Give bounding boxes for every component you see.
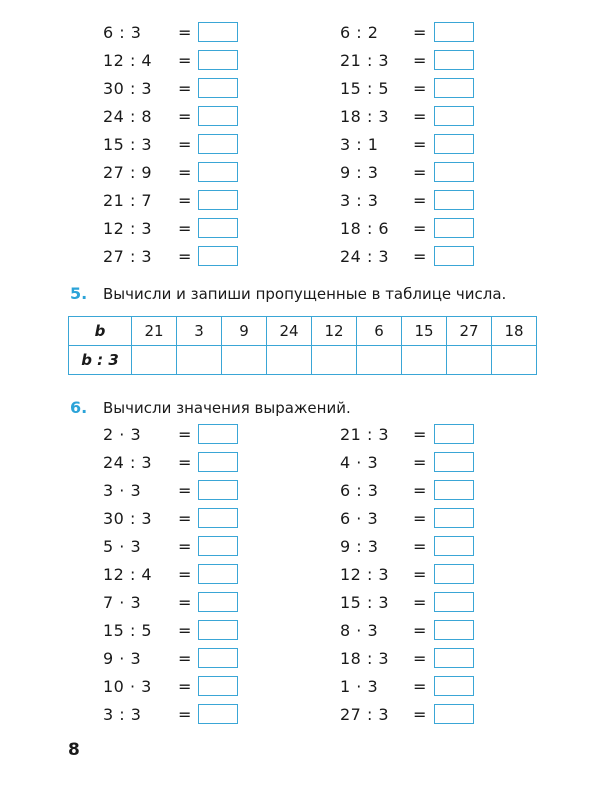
expression: 27 : 9 [103,163,153,182]
task-5-number: 5. [70,284,88,303]
equals-sign: = [178,107,192,126]
expression-row [0,77,600,101]
table-cell: 15 [402,317,447,346]
equals-sign: = [178,705,192,724]
table-cell: 9 [222,317,267,346]
expression-row [0,563,600,587]
answer-cell[interactable] [312,346,357,375]
equals-sign: = [413,23,427,42]
expression: 2 · 3 [103,425,142,444]
table-cell: 12 [312,317,357,346]
expression: 3 : 3 [340,191,379,210]
equals-sign: = [178,677,192,696]
expression: 12 : 4 [103,565,153,584]
equals-sign: = [413,509,427,528]
expression: 9 : 3 [340,163,379,182]
answer-cell[interactable] [492,346,537,375]
equals-sign: = [413,191,427,210]
expression-row [0,619,600,643]
expression: 3 : 3 [103,705,142,724]
equals-sign: = [413,135,427,154]
equals-sign: = [413,677,427,696]
equals-sign: = [413,247,427,266]
equals-sign: = [178,163,192,182]
answer-cell[interactable] [267,346,312,375]
expression: 30 : 3 [103,79,153,98]
equals-sign: = [413,621,427,640]
equals-sign: = [178,219,192,238]
expression: 8 · 3 [340,621,379,640]
expression-row [0,245,600,269]
expression: 10 · 3 [103,677,152,696]
equals-sign: = [413,79,427,98]
expression-row [0,703,600,727]
answer-box[interactable] [434,218,474,238]
expression-row [0,189,600,213]
equals-sign: = [413,163,427,182]
expression: 9 : 3 [340,537,379,556]
expression: 12 : 3 [103,219,153,238]
table-cell: 18 [492,317,537,346]
equals-sign: = [413,425,427,444]
answer-box[interactable] [434,676,474,696]
equals-sign: = [178,247,192,266]
table-cell: 24 [267,317,312,346]
expression: 18 : 6 [340,219,390,238]
expression: 27 : 3 [340,705,390,724]
task-5-instruction: Вычисли и запиши пропущенные в таблице числа. [103,285,507,303]
expression: 30 : 3 [103,509,153,528]
answer-box[interactable] [434,190,474,210]
expression: 24 : 3 [103,453,153,472]
expression-row [0,217,600,241]
answer-box[interactable] [434,648,474,668]
expression: 18 : 3 [340,649,390,668]
answer-box[interactable] [434,22,474,42]
expression-row [0,535,600,559]
expression: 27 : 3 [103,247,153,266]
table-cell: 6 [357,317,402,346]
answer-cell[interactable] [447,346,492,375]
expression: 3 · 3 [103,481,142,500]
values-table [68,316,537,375]
expression-row [0,423,600,447]
expression: 15 : 3 [340,593,390,612]
answer-box[interactable] [434,620,474,640]
equals-sign: = [413,705,427,724]
expression-row [0,105,600,129]
equals-sign: = [413,593,427,612]
answer-box[interactable] [434,480,474,500]
expression: 18 : 3 [340,107,390,126]
expression: 21 : 3 [340,425,390,444]
expression-row [0,675,600,699]
expression-row [0,161,600,185]
expression-row [0,21,600,45]
answer-box[interactable] [434,50,474,70]
answer-box[interactable] [434,592,474,612]
equals-sign: = [178,537,192,556]
equals-sign: = [413,107,427,126]
task-6-number: 6. [70,398,88,417]
expression-row [0,49,600,73]
answer-box[interactable] [434,162,474,182]
answer-box[interactable] [434,106,474,126]
table-cell: 21 [132,317,177,346]
expression: 15 : 5 [103,621,153,640]
task-6-instruction: Вычисли значения выражений. [103,399,351,417]
expression: 6 · 3 [340,509,379,528]
equals-sign: = [413,537,427,556]
table-header-b: b [69,317,132,346]
expression: 7 · 3 [103,593,142,612]
equals-sign: = [413,51,427,70]
expression: 1 · 3 [340,677,379,696]
answer-box[interactable] [434,424,474,444]
equals-sign: = [178,425,192,444]
equals-sign: = [178,23,192,42]
expression-row [0,479,600,503]
answer-box[interactable] [434,246,474,266]
answer-cell[interactable] [357,346,402,375]
equals-sign: = [178,191,192,210]
expression: 5 · 3 [103,537,142,556]
equals-sign: = [178,79,192,98]
equals-sign: = [178,593,192,612]
expression-row [0,451,600,475]
expression: 24 : 8 [103,107,153,126]
answer-box[interactable] [434,704,474,724]
answer-cell[interactable] [222,346,267,375]
answer-box[interactable] [434,536,474,556]
expression: 24 : 3 [340,247,390,266]
equals-sign: = [178,481,192,500]
answer-box[interactable] [434,134,474,154]
expression: 6 : 3 [340,481,379,500]
equals-sign: = [178,509,192,528]
equals-sign: = [413,219,427,238]
table-cell: 27 [447,317,492,346]
answer-box[interactable] [434,452,474,472]
expression: 21 : 3 [340,51,390,70]
expression: 6 : 3 [103,23,142,42]
expression: 15 : 3 [103,135,153,154]
expression: 15 : 5 [340,79,390,98]
expression: 3 : 1 [340,135,379,154]
equals-sign: = [413,565,427,584]
expression: 21 : 7 [103,191,153,210]
answer-cell[interactable] [177,346,222,375]
expression-row [0,591,600,615]
equals-sign: = [413,649,427,668]
table-cell: 3 [177,317,222,346]
page-number: 8 [68,740,80,760]
expression-row [0,507,600,531]
equals-sign: = [178,621,192,640]
equals-sign: = [178,565,192,584]
equals-sign: = [413,481,427,500]
answer-box[interactable] [434,564,474,584]
equals-sign: = [413,453,427,472]
answer-cell[interactable] [132,346,177,375]
equals-sign: = [178,453,192,472]
expression: 4 · 3 [340,453,379,472]
expression: 6 : 2 [340,23,379,42]
equals-sign: = [178,135,192,154]
answer-box[interactable] [434,508,474,528]
table-row-b-div-3 [69,346,537,375]
expression: 12 : 4 [103,51,153,70]
table-header-b-div-3: b : 3 [69,346,132,375]
expression-row [0,133,600,157]
expression-row [0,647,600,671]
answer-box[interactable] [434,78,474,98]
expression: 9 · 3 [103,649,142,668]
equals-sign: = [178,51,192,70]
answer-cell[interactable] [402,346,447,375]
table-row-b [69,317,537,346]
expression: 12 : 3 [340,565,390,584]
equals-sign: = [178,649,192,668]
